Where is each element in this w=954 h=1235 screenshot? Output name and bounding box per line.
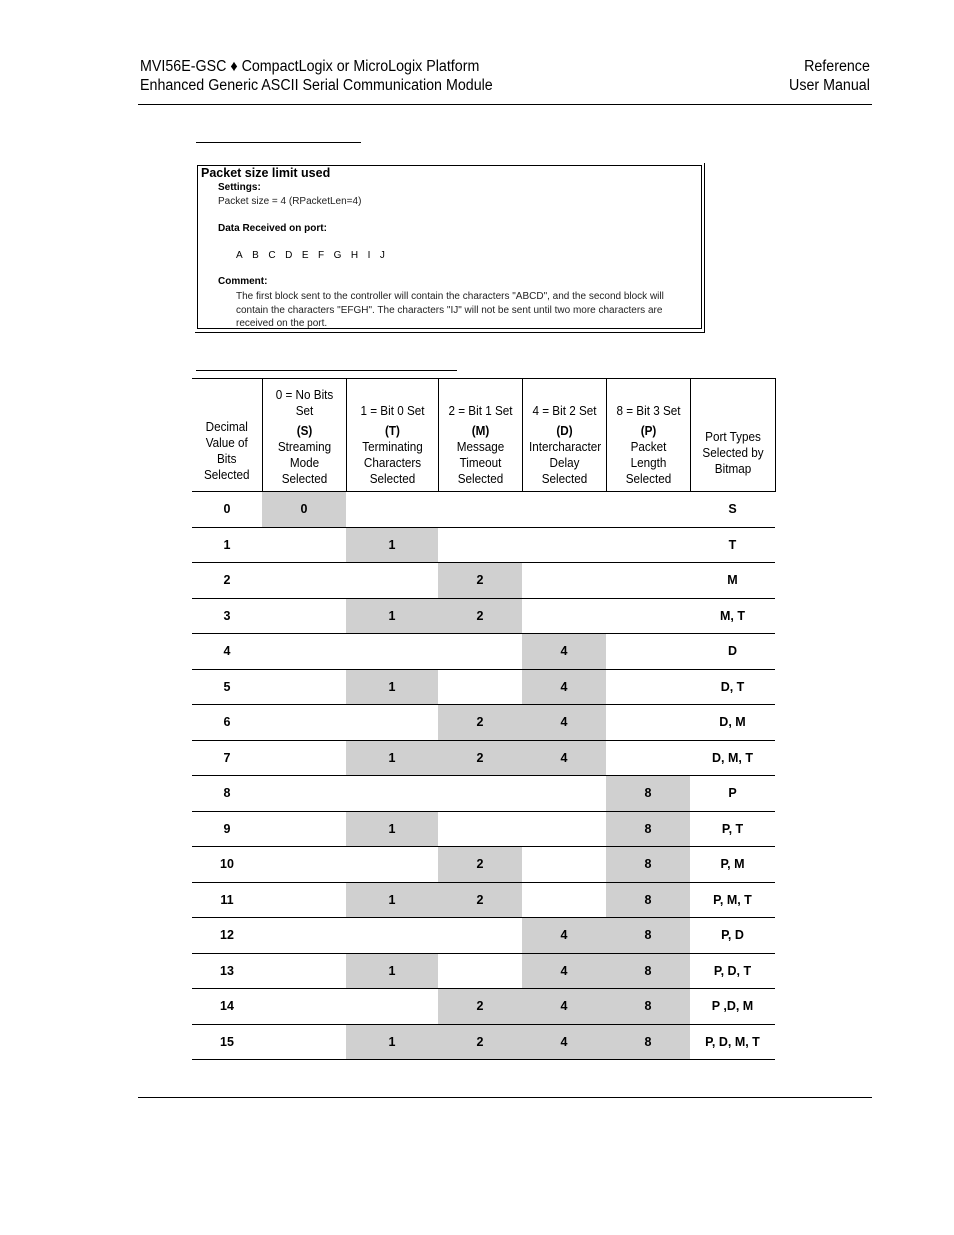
table-row — [192, 1024, 775, 1060]
cell-m — [438, 492, 522, 528]
cell-d — [522, 882, 606, 918]
col-header-port-types: Port Types Selected by Bitmap — [690, 379, 775, 492]
cell-dec: 7 — [192, 740, 262, 776]
cell-t: 1 — [346, 1024, 438, 1060]
cell-m: 2 — [438, 740, 522, 776]
cell-s — [262, 669, 346, 705]
cell-dec: 3 — [192, 598, 262, 634]
cell-m — [438, 776, 522, 812]
cell-m — [438, 811, 522, 847]
cell-d: 4 — [522, 634, 606, 670]
cell-d — [522, 776, 606, 812]
cell-d: 4 — [522, 918, 606, 954]
cell-m: 2 — [438, 563, 522, 599]
cell-types: D, T — [690, 669, 775, 705]
cell-t — [346, 492, 438, 528]
cell-m: 2 — [438, 598, 522, 634]
cell-types: M, T — [690, 598, 775, 634]
col-header-decimal: Decimal Value of Bits Selected — [192, 379, 262, 492]
table-row — [192, 563, 775, 599]
cell-p: 8 — [606, 1024, 690, 1060]
cell-d: 4 — [522, 953, 606, 989]
cell-p — [606, 669, 690, 705]
cell-p: 8 — [606, 989, 690, 1025]
cell-dec: 13 — [192, 953, 262, 989]
cell-p: 8 — [606, 847, 690, 883]
cell-m — [438, 634, 522, 670]
cell-s — [262, 740, 346, 776]
header-divider — [138, 104, 872, 105]
cell-dec: 5 — [192, 669, 262, 705]
received-characters — [236, 250, 394, 261]
cell-types: P, D — [690, 918, 775, 954]
cell-s — [262, 953, 346, 989]
cell-types: P, M, T — [690, 882, 775, 918]
table-row — [192, 882, 775, 918]
section-rule-1 — [196, 142, 361, 143]
cell-m — [438, 669, 522, 705]
table-row — [192, 811, 775, 847]
cell-s — [262, 634, 346, 670]
cell-types: D, M, T — [690, 740, 775, 776]
cell-types: P ,D, M — [690, 989, 775, 1025]
cell-d: 4 — [522, 669, 606, 705]
cell-t: 1 — [346, 527, 438, 563]
col-header-streaming: 0 = No Bits Set (S) Streaming Mode Selected — [262, 379, 346, 492]
received-char: C — [268, 250, 276, 261]
cell-dec: 2 — [192, 563, 262, 599]
cell-m — [438, 953, 522, 989]
cell-p: 8 — [606, 776, 690, 812]
cell-t: 1 — [346, 669, 438, 705]
cell-types: T — [690, 527, 775, 563]
cell-p — [606, 740, 690, 776]
received-char: F — [317, 250, 325, 261]
header-left — [140, 57, 493, 95]
settings-value: Packet size = 4 (RPacketLen=4) — [218, 196, 362, 207]
cell-s — [262, 847, 346, 883]
settings-label: Settings: — [218, 182, 261, 193]
cell-types: P — [690, 776, 775, 812]
cell-t — [346, 776, 438, 812]
cell-s — [262, 989, 346, 1025]
cell-m: 2 — [438, 705, 522, 741]
comment-label: Comment: — [218, 276, 268, 287]
cell-t: 1 — [346, 740, 438, 776]
cell-d — [522, 563, 606, 599]
cell-s — [262, 811, 346, 847]
cell-m: 2 — [438, 882, 522, 918]
cell-p: 8 — [606, 953, 690, 989]
cell-p: 8 — [606, 882, 690, 918]
cell-d — [522, 811, 606, 847]
cell-p — [606, 492, 690, 528]
cell-s — [262, 705, 346, 741]
example-box — [197, 165, 702, 329]
cell-dec: 10 — [192, 847, 262, 883]
cell-s — [262, 882, 346, 918]
table-row — [192, 847, 775, 883]
section-rule-2 — [196, 370, 457, 371]
table-row — [192, 953, 775, 989]
cell-dec: 14 — [192, 989, 262, 1025]
received-char: I — [367, 250, 371, 261]
cell-t — [346, 989, 438, 1025]
cell-m: 2 — [438, 1024, 522, 1060]
cell-p — [606, 634, 690, 670]
cell-dec: 4 — [192, 634, 262, 670]
received-char: H — [350, 250, 359, 261]
cell-d — [522, 847, 606, 883]
received-char: J — [379, 250, 385, 261]
cell-dec: 9 — [192, 811, 262, 847]
cell-t — [346, 705, 438, 741]
cell-dec: 0 — [192, 492, 262, 528]
cell-t: 1 — [346, 598, 438, 634]
bitmap-table — [192, 378, 776, 1060]
table-row — [192, 705, 775, 741]
cell-types: P, T — [690, 811, 775, 847]
table-row — [192, 527, 775, 563]
cell-types: P, M — [690, 847, 775, 883]
doc-type-label: User Manual — [789, 77, 870, 94]
cell-s — [262, 776, 346, 812]
table-row — [192, 989, 775, 1025]
cell-dec: 15 — [192, 1024, 262, 1060]
cell-dec: 6 — [192, 705, 262, 741]
cell-dec: 8 — [192, 776, 262, 812]
table-header-row — [192, 379, 775, 492]
doc-product-title: MVI56E-GSC ♦ CompactLogix or MicroLogix Platform — [140, 58, 480, 75]
cell-types: S — [690, 492, 775, 528]
received-char: A — [236, 250, 243, 261]
col-header-message-timeout: 2 = Bit 1 Set (M) Message Timeout Selected — [438, 379, 522, 492]
cell-p — [606, 705, 690, 741]
received-char: G — [333, 250, 342, 261]
table-row — [192, 492, 775, 528]
cell-types: P, D, T — [690, 953, 775, 989]
cell-d — [522, 598, 606, 634]
cell-types: P, D, M, T — [690, 1024, 775, 1060]
cell-d — [522, 492, 606, 528]
received-char: D — [285, 250, 293, 261]
cell-dec: 1 — [192, 527, 262, 563]
cell-p — [606, 598, 690, 634]
cell-s: 0 — [262, 492, 346, 528]
table-body — [192, 492, 775, 1060]
cell-dec: 11 — [192, 882, 262, 918]
footer-divider — [138, 1097, 872, 1098]
cell-dec: 12 — [192, 918, 262, 954]
col-header-packet-length: 8 = Bit 3 Set (P) Packet Length Selected — [606, 379, 690, 492]
cell-m — [438, 527, 522, 563]
cell-t — [346, 918, 438, 954]
cell-s — [262, 918, 346, 954]
table-row — [192, 918, 775, 954]
cell-d: 4 — [522, 989, 606, 1025]
cell-s — [262, 563, 346, 599]
cell-d: 4 — [522, 705, 606, 741]
cell-d — [522, 527, 606, 563]
cell-types: M — [690, 563, 775, 599]
cell-m: 2 — [438, 847, 522, 883]
cell-types: D, M — [690, 705, 775, 741]
table-row — [192, 776, 775, 812]
table-row — [192, 740, 775, 776]
cell-t: 1 — [346, 953, 438, 989]
cell-s — [262, 527, 346, 563]
doc-product-subtitle: Enhanced Generic ASCII Serial Communication Module — [140, 77, 493, 94]
cell-p: 8 — [606, 811, 690, 847]
cell-t: 1 — [346, 811, 438, 847]
example-title: Packet size limit used — [201, 166, 331, 180]
col-header-terminating: 1 = Bit 0 Set (T) Terminating Characters Selected — [346, 379, 438, 492]
cell-d: 4 — [522, 1024, 606, 1060]
received-char: E — [301, 250, 309, 261]
header-right — [789, 57, 870, 95]
cell-d: 4 — [522, 740, 606, 776]
cell-p: 8 — [606, 918, 690, 954]
cell-types: D — [690, 634, 775, 670]
cell-s — [262, 598, 346, 634]
col-header-intercharacter-delay: 4 = Bit 2 Set (D) Intercharacter Delay Selected — [522, 379, 606, 492]
comment-text: The first block sent to the controller will contain the characters "ABCD", and the second block will contain the characters "EFGH". The characters "IJ" will not be sent until two more characters are received on the port. — [236, 291, 664, 329]
received-char: B — [252, 250, 259, 261]
cell-p — [606, 527, 690, 563]
table-row — [192, 598, 775, 634]
cell-t: 1 — [346, 882, 438, 918]
cell-t — [346, 847, 438, 883]
table-row — [192, 634, 775, 670]
table-row — [192, 669, 775, 705]
cell-s — [262, 1024, 346, 1060]
cell-m: 2 — [438, 989, 522, 1025]
cell-m — [438, 918, 522, 954]
cell-t — [346, 634, 438, 670]
cell-t — [346, 563, 438, 599]
doc-section-label: Reference — [804, 58, 870, 75]
data-received-label: Data Received on port: — [218, 223, 327, 234]
cell-p — [606, 563, 690, 599]
